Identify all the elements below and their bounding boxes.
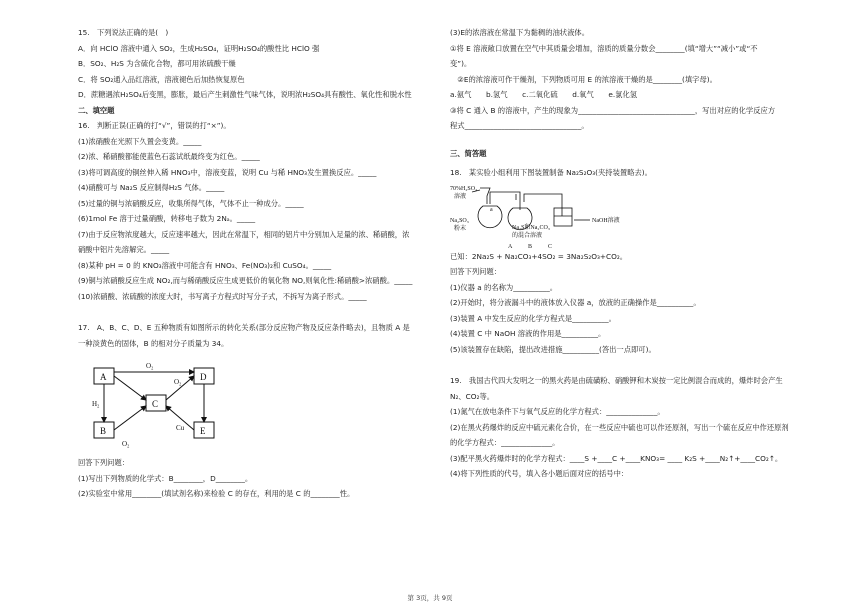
q19-item: (3)配平黑火药爆炸时的化学方程式：____S +____C +____KNO₃= ____ K₂S +____N₂↑+____CO₂↑。 bbox=[450, 453, 783, 463]
q16-item: (9)铜与浓硝酸反应生成 NO₂,而与稀硝酸反应生成更低价的氧化物 NO,则氧化性:稀硝酸>浓硝酸。_____ bbox=[78, 276, 413, 285]
label-b: B bbox=[100, 426, 107, 436]
q17-cont-line: ③将 C 通入 B 的溶液中，产生的现象为________________________________，写出对应的化学反应方 bbox=[450, 105, 776, 115]
beaker-c bbox=[554, 208, 572, 226]
section-heading: 二、填空题 bbox=[78, 105, 115, 115]
q18-apparatus-diagram bbox=[450, 182, 640, 252]
q16-item: (5)过量的铜与浓硝酸反应，收集所得气体，气体不止一种成分。_____ bbox=[78, 198, 304, 208]
q17-title: 17. A、B、C、D、E 五种物质有如图所示的转化关系(部分反应物产物及反应条件略去)，且物质 A 是 bbox=[78, 323, 410, 332]
q16-item: (6)1mol Fe 溶于过量硝酸，转移电子数为 2Nₐ。_____ bbox=[78, 214, 256, 223]
q18-title: 18. 某实验小组利用下图装置制备 Na₂S₂O₃(夹持装置略去)。 bbox=[450, 168, 652, 177]
q16-item: 硝酸中铝片先溶解完。_____ bbox=[78, 245, 170, 254]
q19-item: 的化学方程式：______________。 bbox=[450, 438, 560, 447]
q18-known: 已知：2Na₂S + Na₂CO₃+4SO₂ = 3Na₂S₂O₃+CO₂。 bbox=[450, 251, 628, 261]
q16-title: 16. 判断正误(正确的打“√”，错误的打“×”)。 bbox=[78, 121, 231, 130]
label-c: C bbox=[152, 399, 159, 409]
q16-item: (10)浓硝酸、浓硫酸的浓度大时，书写离子方程式时写分子式，不拆写为离子形式。_____ bbox=[78, 291, 367, 301]
label-o2-bottom: O₂ bbox=[122, 440, 130, 448]
page-footer: 第 3页，共 9页 bbox=[407, 594, 453, 602]
q15-option-c: C．将 SO₂通入品红溶液，溶液褪色后加热恢复原色 bbox=[78, 74, 245, 84]
q19-item: (1)氮气在放电条件下与氧气反应的化学方程式：______________。 bbox=[450, 407, 665, 416]
q17-cont-line: 程式________________________________。 bbox=[450, 121, 589, 130]
q17-item: (2)实验室中常用________(填试剂名称)来检验 C 的存在，利用的是 C 的________性。 bbox=[78, 489, 355, 498]
label-C: C bbox=[548, 243, 553, 250]
label-e: E bbox=[200, 426, 206, 436]
label-na2so3: Na₂SO₃ bbox=[450, 217, 469, 224]
q16-item: (7)由于反应物浓度越大，反应速率越大，因此在常温下，相同的铝片中分别加入足量的浓、稀硝酸，浓 bbox=[78, 229, 410, 239]
q16-item: (2)浓、稀硝酸都能使蓝色石蕊试纸最终变为红色。_____ bbox=[78, 152, 260, 161]
q18-answer-intro: 回答下列问题： bbox=[450, 267, 502, 276]
label-a-small: a bbox=[490, 206, 493, 213]
label-naoh: NaOH溶液 bbox=[592, 217, 620, 224]
q17-title-cont: 一种淡黄色的固体，B 的相对分子质量为 34。 bbox=[78, 338, 229, 348]
label-o2-mid: O₂ bbox=[174, 378, 182, 386]
q19-title: 19. 我国古代四大发明之一的黑火药是由硫磺粉、硝酸钾和木炭按一定比例混合而成的，爆炸时会产生 bbox=[450, 376, 783, 385]
label-mix-2: 的混合溶液 bbox=[512, 232, 543, 239]
right-column bbox=[450, 22, 795, 479]
q18-item: (5)该装置存在缺陷，提出改进措施__________(答出一点即可)。 bbox=[450, 344, 656, 354]
q19-title-cont: N₂、CO₂等。 bbox=[450, 391, 495, 401]
label-mix-1: Na₂S和Na₂CO₃ bbox=[512, 224, 550, 231]
label-powder: 粉末 bbox=[454, 225, 467, 232]
q17-transformation-diagram bbox=[92, 358, 222, 448]
q17-item: (1)写出下列物质的化学式：B________，D________。 bbox=[78, 473, 253, 483]
q18-item: (3)装置 A 中发生反应的化学方程式是__________。 bbox=[450, 313, 616, 323]
q17-cont-line: a.氨气 b.氢气 c.二氧化硫 d.氧气 e.氯化氢 bbox=[450, 90, 638, 99]
q17-cont-line: ②E的浓溶液可作干燥剂，下列物质可用 E 的浓溶液干燥的是________(填字母)。 bbox=[450, 74, 717, 84]
label-a: A bbox=[100, 372, 107, 382]
tube-b-c bbox=[524, 194, 562, 216]
q17-answer-intro: 回答下列问题： bbox=[78, 458, 130, 467]
label-d: D bbox=[200, 372, 207, 382]
q18-item: (2)开始时，将分液漏斗中的液体放入仪器 a，放液的正确操作是__________。 bbox=[450, 298, 701, 307]
q17-cont-line: ①将 E 溶液敞口放置在空气中其质量会增加，溶质的质量分数会________(填“增大”“减小”或“不 bbox=[450, 43, 758, 53]
label-B: B bbox=[528, 243, 533, 250]
q15-option-b: B．SO₂、H₂S 为含硫化合物，都可用浓硫酸干燥 bbox=[78, 59, 236, 68]
q16-item: (3)将可调高度的铜丝伸入稀 HNO₃中，溶液变蓝，说明 Cu 与稀 HNO₃发生置换反应。_____ bbox=[78, 167, 377, 177]
label-o2-top: O₂ bbox=[146, 362, 154, 370]
q18-item: (4)装置 C 中 NaOH 溶液的作用是__________。 bbox=[450, 329, 606, 338]
q19-item: (2)在黑火药爆炸的反应中硫元素化合价，在一些反应中硫也可以作还原剂，写出一个硫在反应中作还原剂 bbox=[450, 422, 789, 432]
label-acid: 70%H₂SO₄ bbox=[450, 185, 478, 192]
section-heading: 三、简答题 bbox=[450, 148, 487, 158]
q15-option-d: D．蔗糖遇浓H₂SO₄后变黑，膨胀，最后产生刺激性气味气体，说明浓H₂SO₄具有酸性、氧化性和脱水性 bbox=[78, 90, 412, 99]
q16-item: (8)某种 pH = 0 的 KNO₃溶液中可能含有 HNO₃、Fe(NO₃)₂和 CuSO₄。_____ bbox=[78, 260, 332, 270]
funnel bbox=[480, 188, 490, 204]
q15-title: 15. 下列说法正确的是( ) bbox=[78, 28, 169, 37]
q18-item: (1)仪器 a 的名称为__________。 bbox=[450, 282, 558, 292]
q17-cont-line: (3)E的浓溶液在常温下为黏稠的油状液体。 bbox=[450, 28, 589, 37]
label-A: A bbox=[508, 243, 513, 250]
tube-a-b bbox=[490, 192, 520, 210]
q16-item: (1)浓硝酸在光照下久置会变黄。_____ bbox=[78, 136, 202, 146]
q17-cont-line: 变”)。 bbox=[450, 59, 472, 68]
q15-option-a: A．向 HClO 溶液中通入 SO₂，生成H₂SO₄，证明H₂SO₄的酸性比 HClO 强 bbox=[78, 43, 320, 53]
q16-item: (4)硝酸可与 Na₂S 反应制得H₂S 气体。_____ bbox=[78, 183, 225, 192]
q19-item: (4)将下列性质的代号，填入各小题后面对应的括号中： bbox=[450, 469, 629, 478]
left-column bbox=[78, 22, 436, 499]
label-cu: Cu bbox=[176, 424, 185, 432]
label-h2: H₂ bbox=[92, 400, 100, 408]
label-acid-2: 溶液 bbox=[454, 193, 467, 200]
